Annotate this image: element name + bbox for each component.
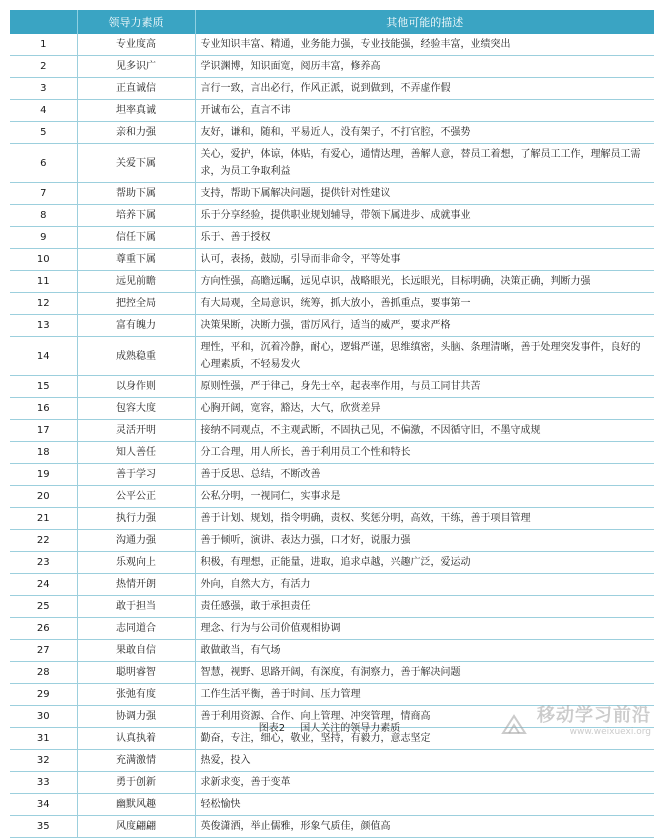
- table-row: [10, 772, 654, 794]
- table-row: [10, 794, 654, 816]
- table-row: [10, 78, 654, 100]
- row-description: 善于反思、总结，不断改善: [195, 464, 654, 486]
- row-description: 学识渊博，知识面宽，阅历丰富，修养高: [195, 56, 654, 78]
- row-trait: 幽默风趣: [77, 794, 195, 816]
- row-index: 29: [10, 684, 77, 706]
- row-trait: 热情开朗: [77, 574, 195, 596]
- row-index: 20: [10, 486, 77, 508]
- row-description: 善于计划、规划，指令明确，责权、奖惩分明，高效，干练，善于项目管理: [195, 508, 654, 530]
- row-index: 24: [10, 574, 77, 596]
- row-trait: 灵活开明: [77, 420, 195, 442]
- caption-text: 国人关注的领导力素质: [300, 723, 401, 734]
- row-index: 7: [10, 183, 77, 205]
- row-trait: 善于学习: [77, 464, 195, 486]
- row-index: 1: [10, 34, 77, 56]
- table-row: [10, 376, 654, 398]
- row-description: 方向性强，高瞻远瞩，远见卓识，战略眼光，长远眼光，目标明确，决策正确，判断力强: [195, 271, 654, 293]
- row-index: 14: [10, 337, 77, 376]
- header-index: [10, 10, 77, 34]
- table-row: [10, 227, 654, 249]
- watermark: [537, 701, 651, 737]
- row-trait: 亲和力强: [77, 122, 195, 144]
- row-description: 心胸开阔，宽容，豁达，大气，欣赏差异: [195, 398, 654, 420]
- row-trait: 协调力强: [77, 706, 195, 728]
- row-trait: 正直诚信: [77, 78, 195, 100]
- row-index: 4: [10, 100, 77, 122]
- row-trait: 敢于担当: [77, 596, 195, 618]
- row-description: 智慧，视野、思路开阔，有深度，有洞察力，善于解决问题: [195, 662, 654, 684]
- row-index: 22: [10, 530, 77, 552]
- table-row: [10, 293, 654, 315]
- row-description: 认可，表扬，鼓励，引导而非命令，平等处事: [195, 249, 654, 271]
- row-index: 21: [10, 508, 77, 530]
- table-row: [10, 662, 654, 684]
- row-index: 6: [10, 144, 77, 183]
- table-row: [10, 552, 654, 574]
- row-description: 有大局观，全局意识，统筹，抓大放小，善抓重点，要事第一: [195, 293, 654, 315]
- row-index: 2: [10, 56, 77, 78]
- row-index: 27: [10, 640, 77, 662]
- table-row: [10, 640, 654, 662]
- table-row: [10, 750, 654, 772]
- row-trait: 见多识广: [77, 56, 195, 78]
- table-row: [10, 530, 654, 552]
- watermark-logo-icon: [501, 713, 527, 735]
- row-index: 19: [10, 464, 77, 486]
- row-trait: 果敢自信: [77, 640, 195, 662]
- row-description: 勤奋，专注，细心，敬业，坚持，有毅力，意志坚定: [195, 728, 654, 750]
- row-trait: 聪明睿智: [77, 662, 195, 684]
- row-description: 决策果断，决断力强，雷厉风行，适当的威严，要求严格: [195, 315, 654, 337]
- row-description: 公私分明，一视同仁，实事求是: [195, 486, 654, 508]
- caption-label: 图表2: [258, 723, 286, 734]
- row-description: 善于倾听，演讲、表达力强，口才好，说服力强: [195, 530, 654, 552]
- row-index: 12: [10, 293, 77, 315]
- table-row: [10, 508, 654, 530]
- row-index: 25: [10, 596, 77, 618]
- row-index: 3: [10, 78, 77, 100]
- table-row: [10, 337, 654, 376]
- row-trait: 志同道合: [77, 618, 195, 640]
- table-row: [10, 100, 654, 122]
- row-trait: 成熟稳重: [77, 337, 195, 376]
- table-row: [10, 574, 654, 596]
- table-row: [10, 816, 654, 838]
- table-row: [10, 122, 654, 144]
- row-trait: 帮助下属: [77, 183, 195, 205]
- row-trait: 以身作则: [77, 376, 195, 398]
- row-description: 英俊潇洒，举止儒雅，形象气质佳，颜值高: [195, 816, 654, 838]
- row-index: 34: [10, 794, 77, 816]
- table-row: [10, 56, 654, 78]
- row-index: 16: [10, 398, 77, 420]
- row-trait: 执行力强: [77, 508, 195, 530]
- row-description: 原则性强，严于律己，身先士卒，起表率作用，与员工同甘共苦: [195, 376, 654, 398]
- row-index: 33: [10, 772, 77, 794]
- row-description: 敢做敢当，有气场: [195, 640, 654, 662]
- row-trait: 信任下属: [77, 227, 195, 249]
- watermark-url: www.weixuexi.org: [569, 727, 651, 737]
- row-index: 10: [10, 249, 77, 271]
- table-row: [10, 249, 654, 271]
- row-description: 分工合理，用人所长，善于利用员工个性和特长: [195, 442, 654, 464]
- row-description: 工作生活平衡，善于时间、压力管理: [195, 684, 654, 706]
- row-description: 言行一致，言出必行，作风正派，说到做到，不弄虚作假: [195, 78, 654, 100]
- row-trait: 培养下属: [77, 205, 195, 227]
- row-index: 8: [10, 205, 77, 227]
- table-row: [10, 205, 654, 227]
- row-trait: 知人善任: [77, 442, 195, 464]
- row-trait: 沟通力强: [77, 530, 195, 552]
- row-trait: 认真执着: [77, 728, 195, 750]
- row-trait: 专业度高: [77, 34, 195, 56]
- header-description: 其他可能的描述: [195, 10, 654, 34]
- row-trait: 富有魄力: [77, 315, 195, 337]
- row-index: 18: [10, 442, 77, 464]
- table-row: [10, 34, 654, 56]
- row-index: 17: [10, 420, 77, 442]
- table-row: [10, 315, 654, 337]
- row-description: 善于利用资源、合作、向上管理、冲突管理，情商高: [195, 706, 654, 728]
- table-row: [10, 144, 654, 183]
- table-row: [10, 183, 654, 205]
- row-index: 9: [10, 227, 77, 249]
- row-index: 23: [10, 552, 77, 574]
- table-row: [10, 464, 654, 486]
- row-index: 35: [10, 816, 77, 838]
- row-index: 32: [10, 750, 77, 772]
- row-description: 求新求变，善于变革: [195, 772, 654, 794]
- row-index: 15: [10, 376, 77, 398]
- row-trait: 包容大度: [77, 398, 195, 420]
- row-index: 5: [10, 122, 77, 144]
- row-description: 支持，帮助下属解决问题，提供针对性建议: [195, 183, 654, 205]
- row-description: 轻松愉快: [195, 794, 654, 816]
- row-index: 13: [10, 315, 77, 337]
- table-row: [10, 271, 654, 293]
- table-row: [10, 618, 654, 640]
- table-row: [10, 420, 654, 442]
- row-trait: 乐观向上: [77, 552, 195, 574]
- row-description: 接纳不同观点，不主观武断，不固执己见，不偏激，不因循守旧，不墨守成规: [195, 420, 654, 442]
- row-description: 开诚布公，直言不讳: [195, 100, 654, 122]
- row-index: 11: [10, 271, 77, 293]
- row-trait: 公平公正: [77, 486, 195, 508]
- row-index: 30: [10, 706, 77, 728]
- table-row: [10, 442, 654, 464]
- row-description: 乐于、善于授权: [195, 227, 654, 249]
- row-trait: 关爱下属: [77, 144, 195, 183]
- table-header-row: [10, 10, 654, 34]
- row-description: 责任感强，敢于承担责任: [195, 596, 654, 618]
- table-row: [10, 486, 654, 508]
- row-index: 31: [10, 728, 77, 750]
- row-trait: 尊重下属: [77, 249, 195, 271]
- row-description: 理念、行为与公司价值观相协调: [195, 618, 654, 640]
- row-trait: 坦率真诚: [77, 100, 195, 122]
- row-trait: 把控全局: [77, 293, 195, 315]
- row-index: 28: [10, 662, 77, 684]
- row-description: 积极，有理想，正能量，进取，追求卓越，兴趣广泛，爱运动: [195, 552, 654, 574]
- table-row: [10, 596, 654, 618]
- row-trait: 远见前瞻: [77, 271, 195, 293]
- row-description: 热爱，投入: [195, 750, 654, 772]
- row-description: 理性，平和，沉着冷静，耐心，逻辑严谨，思维缜密，头脑、条理清晰，善于处理突发事件，良好的心理素质，不轻易发火: [195, 337, 654, 376]
- watermark-title: 移动学习前沿: [537, 705, 651, 726]
- row-description: 友好，谦和，随和，平易近人，没有架子，不打官腔，不强势: [195, 122, 654, 144]
- row-index: 26: [10, 618, 77, 640]
- row-description: 乐于分享经验，提供职业规划辅导，带领下属进步、成就事业: [195, 205, 654, 227]
- row-trait: 张弛有度: [77, 684, 195, 706]
- table-row: [10, 398, 654, 420]
- row-description: 外向，自然大方，有活力: [195, 574, 654, 596]
- header-trait: 领导力素质: [77, 10, 195, 34]
- row-trait: 勇于创新: [77, 772, 195, 794]
- row-trait: 充满激情: [77, 750, 195, 772]
- row-trait: 风度翩翩: [77, 816, 195, 838]
- row-description: 关心，爱护，体谅，体贴，有爱心，通情达理，善解人意，替员工着想，了解员工工作，理解员工需求，为员工争取利益: [195, 144, 654, 183]
- row-description: 专业知识丰富、精通，业务能力强，专业技能强，经验丰富，业绩突出: [195, 34, 654, 56]
